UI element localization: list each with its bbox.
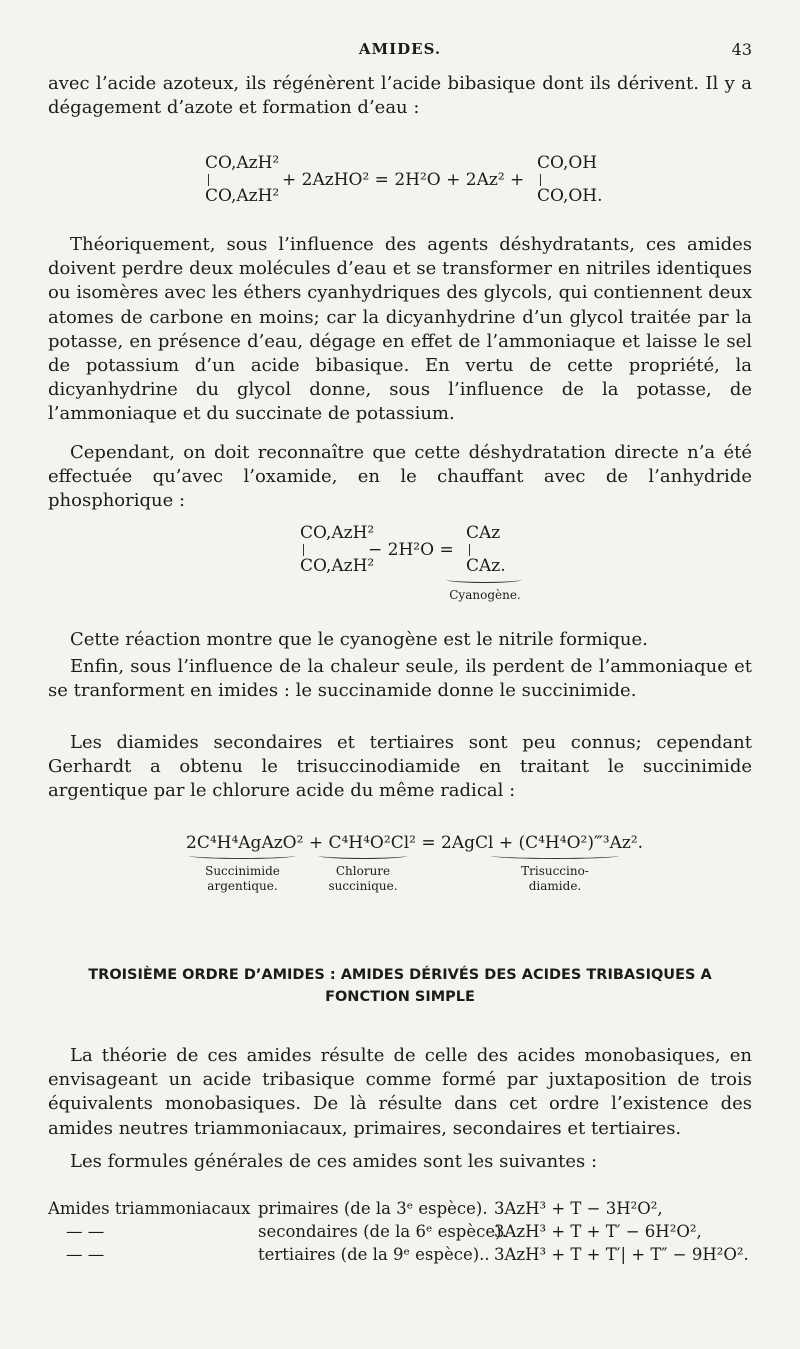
paragraph-4: Cette réaction montre que le cyanogène est le nitrile formique. <box>70 629 648 650</box>
formula-3-brace-1 <box>188 852 296 859</box>
formula-1-bond-left <box>208 174 209 186</box>
running-title: AMIDES. <box>358 40 442 58</box>
table-cell-kind: tertiaires (de la 9ᵉ espèce).. <box>258 1245 490 1264</box>
paragraph-8: Les formules générales de ces amides sont les suivantes : <box>70 1151 598 1172</box>
formula-3-label-3: Trisuccino-diamide. <box>521 864 589 893</box>
formula-1-bottom-right: CO,OH. <box>537 186 603 206</box>
paragraph-1: avec l’acide azoteux, ils régénèrent l’acide bibasique dont ils dérivent. Il y a dégagement d’azote et formation d’eau : <box>48 73 752 119</box>
table-cell-type: — — <box>66 1222 105 1241</box>
formula-1-top-right: CO,OH <box>537 153 598 173</box>
formula-1-middle: + 2AzHO² = 2H²O + 2Az² + <box>282 170 525 190</box>
formula-3-label-1: Succinimide argentique. <box>205 864 280 893</box>
formula-2-top-left: CO,AzH² <box>300 523 375 543</box>
table-cell-formula: 3AzH³ + T − 3H²O², <box>494 1199 663 1218</box>
formula-2-bond-left <box>303 544 304 556</box>
formula-2-bottom-left: CO,AzH² <box>300 556 375 576</box>
formula-3-brace-2 <box>318 852 408 859</box>
page-header <box>48 40 752 64</box>
formula-1-top-left: CO,AzH² <box>205 153 280 173</box>
section-heading: TROISIÈME ORDRE D’AMIDES : AMIDES DÉRIVÉS DES ACIDES TRIBASIQUES A FONCTION SIMPLE <box>88 967 712 1005</box>
formula-3-brace-3 <box>490 852 620 859</box>
formula-2-label: Cyanogène. <box>449 588 521 602</box>
paragraph-3: Cependant, on doit reconnaître que cette déshydratation directe n’a été effectuée qu’avec l’oxamide, en le chauffant avec de l’anhydride phosphorique : <box>48 442 752 512</box>
paragraph-6: Les diamides secondaires et tertiaires sont peu connus; cependant Gerhardt a obtenu le trisuccinodiamide en traitant le succinimide argentique par le chlorure acide du même radical : <box>48 732 752 802</box>
table-cell-type: — — <box>66 1245 105 1264</box>
table-cell-kind: primaires (de la 3ᵉ espèce). <box>258 1199 488 1218</box>
formula-2-bond-right <box>469 544 470 556</box>
formula-2-top-right: CAz <box>466 523 501 543</box>
formula-3-label-2: Chlorure succinique. <box>328 864 398 893</box>
formula-2-brace <box>446 576 522 583</box>
table-cell-type: Amides triammoniacaux <box>48 1199 251 1218</box>
paragraph-5: Enfin, sous l’influence de la chaleur seule, ils perdent de l’ammoniaque et se tranforment en imides : le succinamide donne le succinimide. <box>48 656 752 702</box>
paragraph-7: La théorie de ces amides résulte de celle des acides monobasiques, en envisageant un acide tribasique comme formé par juxtaposition de trois équivalents monobasiques. De là résulte dans cet ordre l’existence des amides neutres triammoniacaux, primaires, secondaires et tertiaires. <box>48 1045 752 1139</box>
table-cell-formula: 3AzH³ + T + T′ − 6H²O², <box>494 1222 702 1241</box>
page-number: 43 <box>731 40 752 59</box>
table-cell-formula: 3AzH³ + T + T′| + T″ − 9H²O². <box>494 1245 749 1264</box>
formula-2-bottom-right: CAz. <box>466 556 506 576</box>
paragraph-2: Théoriquement, sous l’influence des agents déshydratants, ces amides doivent perdre deux molécules d’eau et se transformer en nitriles identiques ou isomères avec les éthers cyanhydriques des glycols, qui contiennent deux atomes de carbone en moins; car la dicyanhydrine d’un glycol traitée par la potasse, en présence d’eau, dégage en effet de l’ammoniaque et laisse le sel de potassium d’un acide bibasique. En vertu de cette propriété, la dicyanhydrine du glycol donne, sous l’influence de la potasse, de l’ammoniaque et du succinate de potassium. <box>48 234 752 425</box>
formula-1-bottom-left: CO,AzH² <box>205 186 280 206</box>
table-cell-kind: secondaires (de la 6ᵉ espèce). <box>258 1222 507 1241</box>
formula-2-middle: − 2H²O = <box>368 540 454 560</box>
formula-1-bond-right <box>540 174 541 186</box>
formula-3-text: 2C⁴H⁴AgAzO² + C⁴H⁴O²Cl² = 2AgCl + (C⁴H⁴O²)‴³Az². <box>186 833 644 853</box>
